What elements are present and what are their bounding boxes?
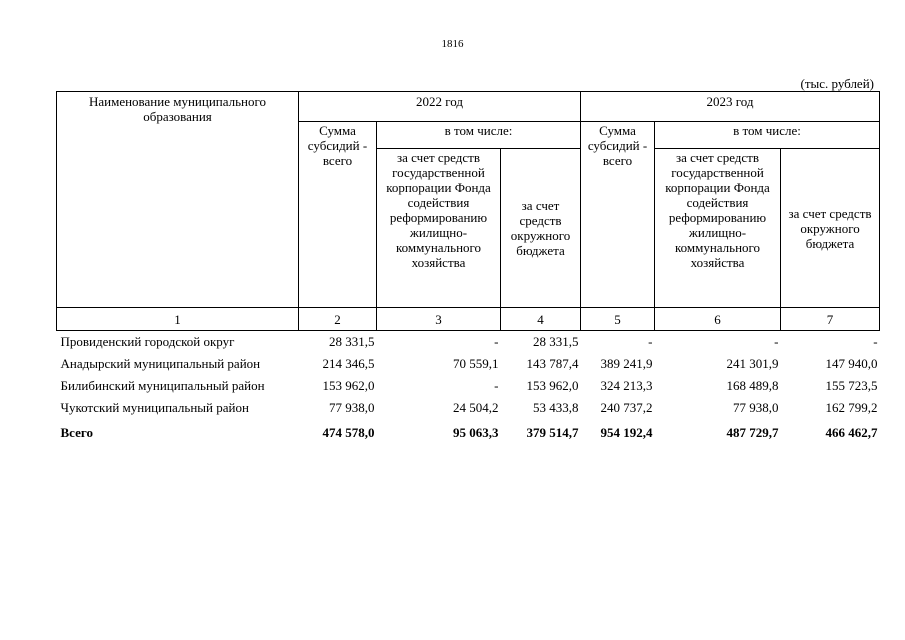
cell-2022-total: 214 346,5 [322,356,375,371]
municipality-name: Провиденский городской округ [60,334,235,349]
cell-2023-fund: - [774,334,779,349]
cell-2022-total: 28 331,5 [329,334,375,349]
municipality-name: Анадырский муниципальный район [60,356,261,371]
total-2022-total: 474 578,0 [322,425,375,440]
cell-2022-budget: 53 433,8 [533,400,579,415]
header-district-budget-2023: за счет средств окружного бюджета [781,149,880,308]
table-row [57,397,880,419]
column-number: 3 [377,308,501,331]
cell-2023-fund: 241 301,9 [726,356,779,371]
subsidy-table [56,91,880,444]
total-label: Всего [60,425,93,440]
cell-2023-total: - [648,334,653,349]
total-2022-fund: 95 063,3 [453,425,499,440]
header-total-subsidies-2023: Сумма субсидий - всего [581,122,655,308]
cell-2022-total: 153 962,0 [322,378,375,393]
column-number: 7 [781,308,880,331]
cell-2022-fund: - [494,334,499,349]
total-2023-total: 954 192,4 [600,425,653,440]
header-year-2023: 2023 год [581,92,880,122]
table-row [57,375,880,397]
municipality-name: Чукотский муниципальный район [60,400,249,415]
column-number: 5 [581,308,655,331]
cell-2022-budget: 28 331,5 [533,334,579,349]
header-district-budget-2022: за счет средств окружного бюджета [501,149,581,308]
total-2022-budget: 379 514,7 [526,425,579,440]
cell-2022-fund: 24 504,2 [453,400,499,415]
header-including-2022: в том числе: [377,122,581,149]
header-fund-source-2022: за счет средств государственной корпорации Фонда содействия реформированию жилищно-коммунального хозяйства [377,149,501,308]
table-row [57,331,880,354]
page-number: 1816 [441,38,464,50]
cell-2022-budget: 153 962,0 [526,378,579,393]
column-number: 1 [57,308,299,331]
cell-2023-fund: 77 938,0 [733,400,779,415]
cell-2022-fund: - [494,378,499,393]
total-2023-budget: 466 462,7 [825,425,878,440]
cell-2023-budget: 162 799,2 [825,400,878,415]
header-year-2022: 2022 год [299,92,581,122]
cell-2023-total: 324 213,3 [600,378,653,393]
cell-2023-total: 389 241,9 [600,356,653,371]
cell-2023-fund: 168 489,8 [726,378,779,393]
total-2023-fund: 487 729,7 [726,425,779,440]
cell-2023-budget: 147 940,0 [825,356,878,371]
table-row [57,353,880,375]
municipality-name: Билибинский муниципальный район [60,378,265,393]
cell-2023-budget: 155 723,5 [825,378,878,393]
header-fund-source-2023: за счет средств государственной корпорации Фонда содействия реформированию жилищно-коммунального хозяйства [655,149,781,308]
cell-2023-total: 240 737,2 [600,400,653,415]
cell-2022-fund: 70 559,1 [453,356,499,371]
cell-2022-total: 77 938,0 [329,400,375,415]
column-number: 6 [655,308,781,331]
column-number: 2 [299,308,377,331]
header-municipality-name: Наименование муниципального образования [57,92,299,308]
cell-2022-budget: 143 787,4 [526,356,579,371]
table-total-row [57,419,880,444]
cell-2023-budget: - [873,334,878,349]
header-including-2023: в том числе: [655,122,880,149]
column-number: 4 [501,308,581,331]
header-total-subsidies-2022: Сумма субсидий - всего [299,122,377,308]
unit-note: (тыс. рублей) [800,76,874,91]
